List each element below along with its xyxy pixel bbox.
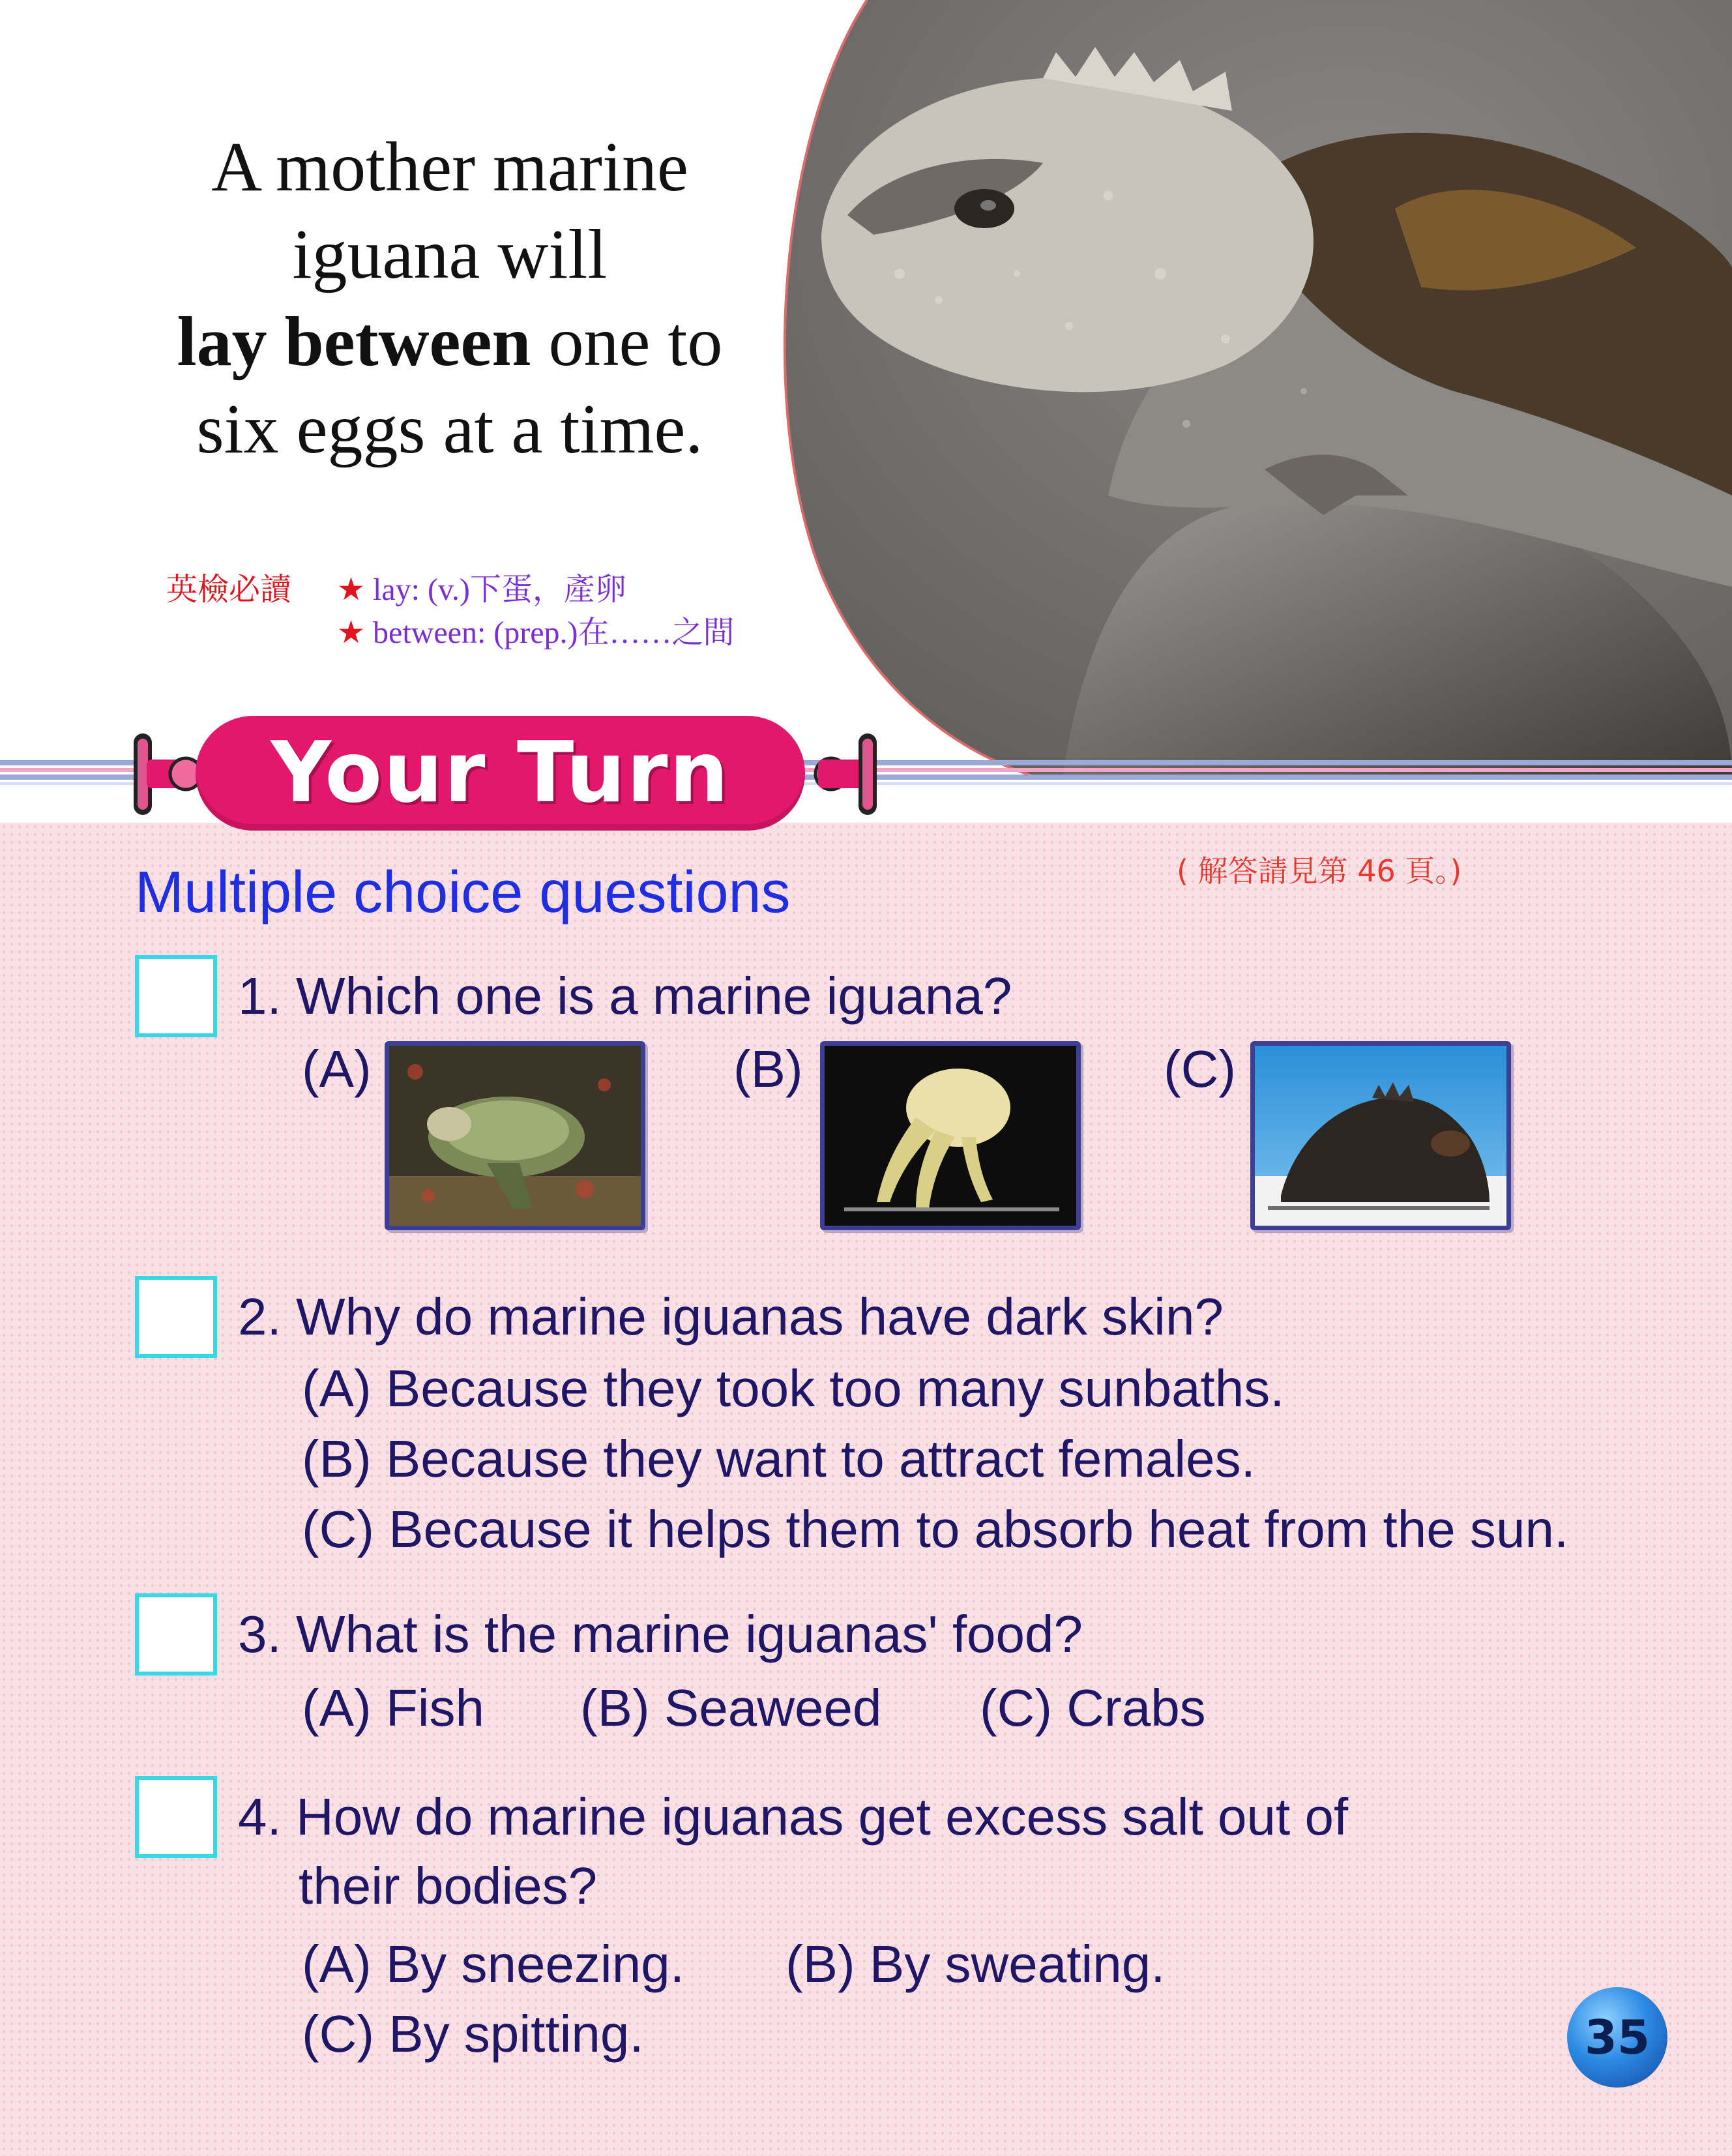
sentence-line-3-rest: one to xyxy=(531,303,723,381)
option-2a[interactable]: (A) Because they took too many sunbaths. xyxy=(302,1359,1285,1417)
option-1c-label: (C) xyxy=(1164,1040,1237,1098)
question-3 xyxy=(238,1602,1083,1667)
sentence-line-4: six eggs at a time. xyxy=(196,391,703,468)
option-3a[interactable]: (A) Fish xyxy=(302,1679,484,1737)
your-turn-label: Your Turn xyxy=(271,724,730,821)
question-4-continued: their bodies? xyxy=(299,1857,598,1915)
question-2 xyxy=(238,1284,1224,1350)
vocab-tag: 英檢必讀 xyxy=(166,572,292,607)
question-text: Which one is a marine iguana? xyxy=(295,967,1012,1025)
iguana-photo[interactable] xyxy=(1250,1041,1511,1230)
question-number: 3. xyxy=(238,1605,282,1663)
question-number: 1. xyxy=(238,967,282,1025)
section-title: Multiple choice questions xyxy=(135,860,791,925)
star-icon: ★ xyxy=(337,615,366,650)
page-number-badge xyxy=(1567,1987,1667,2088)
option-2c[interactable]: (C) Because it helps them to absorb heat from the sun. xyxy=(302,1500,1569,1558)
option-2b[interactable]: (B) Because they want to attract females. xyxy=(302,1430,1255,1488)
right-ornament-icon xyxy=(793,733,877,815)
turtle-photo[interactable] xyxy=(385,1041,645,1230)
question-text: How do marine iguanas get excess salt out of xyxy=(295,1788,1349,1846)
jellyfish-photo[interactable] xyxy=(820,1041,1081,1230)
vocab-text: lay: (v.)下蛋，產卵 xyxy=(373,572,626,607)
main-sentence xyxy=(111,124,789,473)
question-number: 2. xyxy=(238,1288,282,1346)
answer-box-q4[interactable] xyxy=(135,1776,217,1858)
vocab-highlight: lay between xyxy=(177,303,531,381)
answer-box-q1[interactable] xyxy=(135,955,217,1037)
vocab-text: between: (prep.)在……之間 xyxy=(373,615,735,650)
option-1b-label: (B) xyxy=(733,1040,803,1098)
marine-iguana-photo xyxy=(769,0,1732,779)
option-1a-label: (A) xyxy=(302,1040,372,1098)
sentence-line-2: iguana will xyxy=(292,216,608,293)
question-4 xyxy=(238,1784,1348,1850)
answer-box-q3[interactable] xyxy=(135,1593,217,1676)
sentence-line-1: A mother marine xyxy=(211,128,688,206)
option-3c[interactable]: (C) Crabs xyxy=(980,1679,1206,1737)
option-3b[interactable]: (B) Seaweed xyxy=(580,1679,882,1737)
vocab-entry-between xyxy=(337,612,735,655)
option-4c[interactable]: (C) By spitting. xyxy=(302,2005,644,2063)
star-icon: ★ xyxy=(337,572,366,607)
option-4b[interactable]: (B) By sweating. xyxy=(785,1935,1166,1993)
sentence-line-3 xyxy=(111,299,789,386)
answer-box-q2[interactable] xyxy=(135,1276,217,1358)
vocab-entry-lay xyxy=(337,569,626,612)
question-text: What is the marine iguanas' food? xyxy=(295,1605,1083,1663)
question-number: 4. xyxy=(238,1788,282,1846)
answer-note: ( 解答請見第 46 頁。) xyxy=(1177,853,1462,889)
question-text: Why do marine iguanas have dark skin? xyxy=(295,1288,1224,1346)
option-4a[interactable]: (A) By sneezing. xyxy=(302,1935,684,1993)
question-1 xyxy=(238,964,1012,1029)
page-number: 35 xyxy=(1584,2010,1651,2065)
